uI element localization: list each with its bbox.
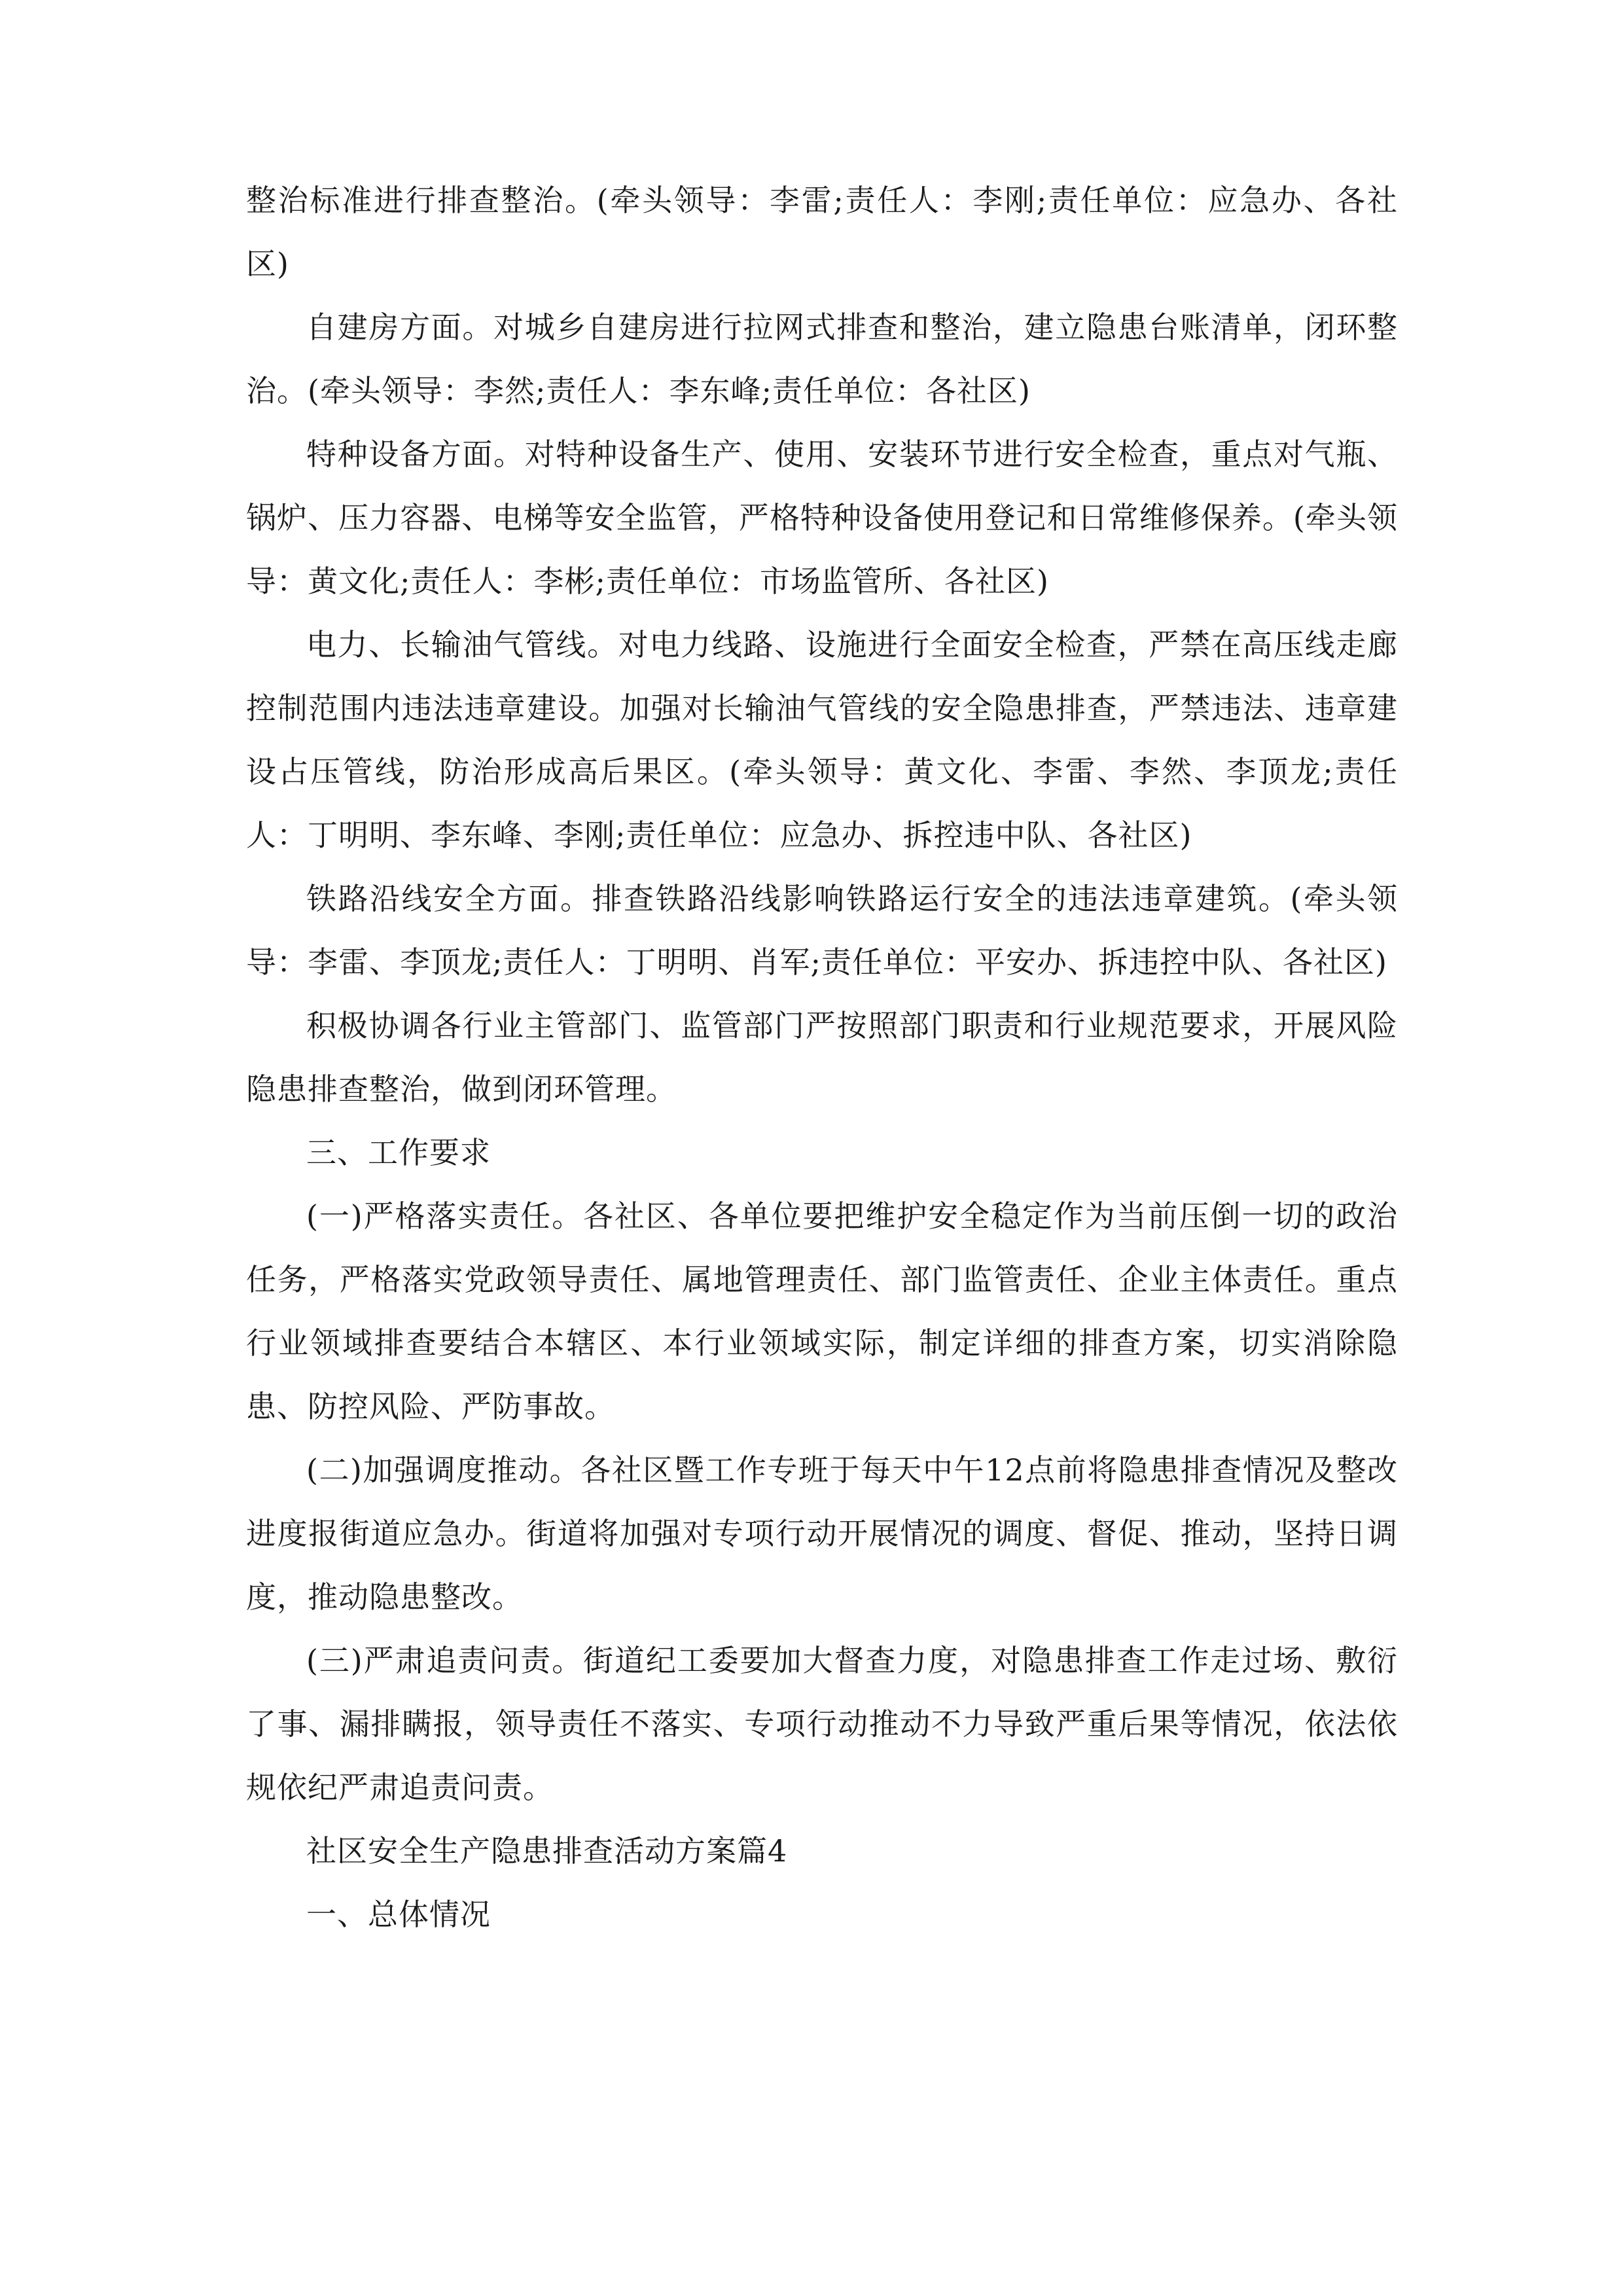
paragraph-requirement-3: (三)严肃追责问责。街道纪工委要加大督查力度，对隐患排查工作走过场、敷衍了事、漏排瞒报，领导责任不落实、专项行动推动不力导致严重后果等情况，依法依规依纪严肃追责问责。: [246, 1643, 1398, 1805]
paragraph-railway-safety: 铁路沿线安全方面。排查铁路沿线影响铁路运行安全的违法违章建筑。(牵头领导：李雷、李顶龙;责任人：丁明明、肖军;责任单位：平安办、拆违控中队、各社区): [246, 881, 1398, 980]
section-heading-work-requirements: 三、工作要求: [306, 1135, 491, 1170]
paragraph-coordination: 积极协调各行业主管部门、监管部门严按照部门职责和行业规范要求，开展风险隐患排查整治，做到闭环管理。: [246, 1008, 1398, 1107]
paragraph-self-built-housing: 自建房方面。对城乡自建房进行拉网式排查和整治，建立隐患台账清单，闭环整治。(牵头领导：李然;责任人：李东峰;责任单位：各社区): [246, 310, 1398, 408]
paragraph-requirement-1: (一)严格落实责任。各社区、各单位要把维护安全稳定作为当前压倒一切的政治任务，严格落实党政领导责任、属地管理责任、部门监管责任、企业主体责任。重点行业领域排查要结合本辖区、本行业领域实际，制定详细的排查方案，切实消除隐患、防控风险、严防事故。: [246, 1198, 1398, 1424]
paragraph-continuation: 整治标准进行排查整治。(牵头领导：李雷;责任人：李刚;责任单位：应急办、各社区): [246, 183, 1398, 281]
paragraph-requirement-2: (二)加强调度推动。各社区暨工作专班于每天中午12点前将隐患排查情况及整改进度报街道应急办。街道将加强对专项行动开展情况的调度、督促、推动，坚持日调度，推动隐患整改。: [246, 1452, 1398, 1615]
paragraph-special-equipment: 特种设备方面。对特种设备生产、使用、安装环节进行安全检查，重点对气瓶、锅炉、压力容器、电梯等安全监管，严格特种设备使用登记和日常维修保养。(牵头领导：黄文化;责任人：李彬;责任单位：市场监管所、各社区): [246, 437, 1398, 599]
section-heading-overview: 一、总体情况: [306, 1897, 491, 1932]
section-title-plan-4: 社区安全生产隐患排查活动方案篇4: [306, 1833, 788, 1869]
paragraph-power-pipelines: 电力、长输油气管线。对电力线路、设施进行全面安全检查，严禁在高压线走廊控制范围内违法违章建设。加强对长输油气管线的安全隐患排查，严禁违法、违章建设占压管线，防治形成高后果区。(牵头领导：黄文化、李雷、李然、李顶龙;责任人：丁明明、李东峰、李刚;责任单位：应急办、拆控违中队、各社区): [246, 627, 1398, 853]
document-body: [246, 169, 1398, 1946]
